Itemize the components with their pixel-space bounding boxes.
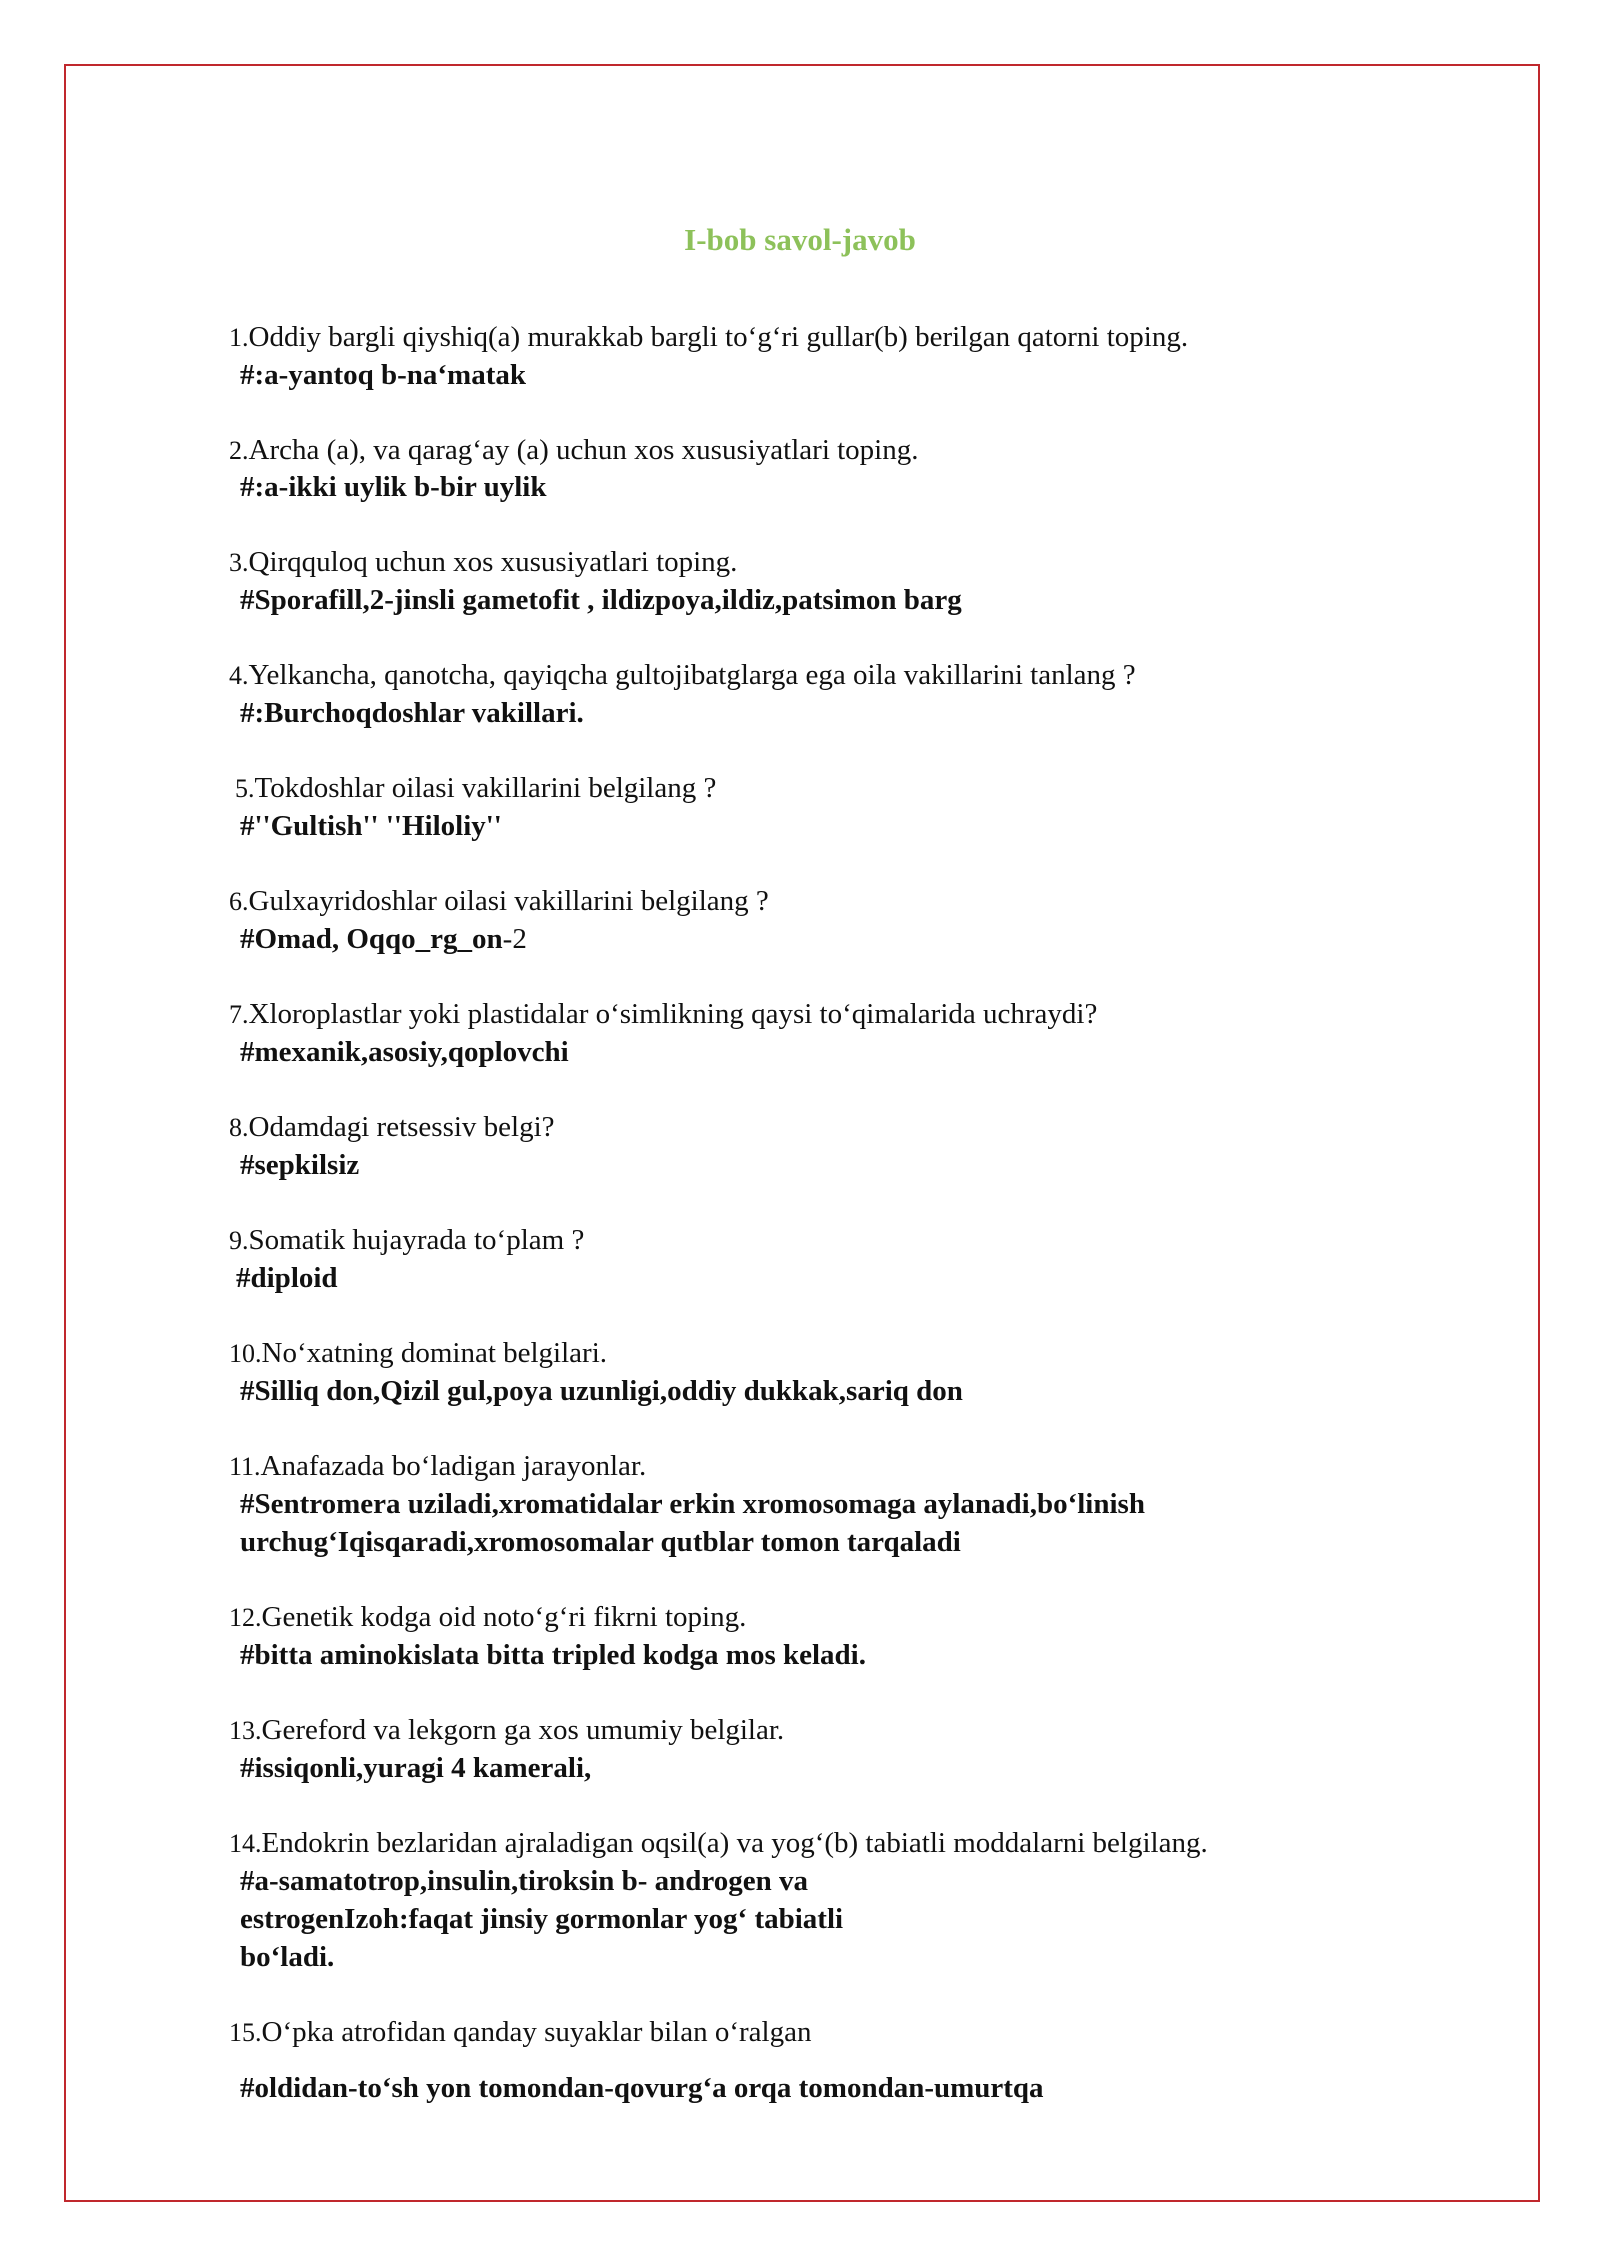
question-15: [229, 2013, 1409, 2052]
answer-1: #:a-yantoq b-na‘matak: [240, 359, 526, 391]
question-number: 15.: [229, 2018, 262, 2047]
question-text: Anafazada bo‘ladigan jarayonlar.: [260, 1450, 647, 1482]
question-14: [229, 1824, 1409, 1863]
question-text: Gereford va lekgorn ga xos umumiy belgilar.: [261, 1714, 785, 1746]
question-text: Tokdoshlar oilasi vakillarini belgilang ?: [254, 772, 717, 804]
answer-13: #issiqonli,yuragi 4 kamerali,: [240, 1752, 592, 1784]
question-number: 3.: [229, 548, 249, 577]
question-12: [229, 1598, 1409, 1637]
question-number: 10.: [229, 1339, 262, 1368]
answer-3: #Sporafill,2-jinsli gametofit , ildizpoya,ildiz,patsimon barg: [240, 584, 962, 616]
question-number: 1.: [229, 323, 249, 352]
answer-2: #:a-ikki uylik b-bir uylik: [240, 471, 547, 503]
question-number: 11.: [229, 1452, 261, 1481]
answer-11: #Sentromera uziladi,xromatidalar erkin xromosomaga aylanadi,bo‘linish urchug‘Iqisqaradi,xromosomalar qutblar tomon tarqaladi: [240, 1488, 1145, 1558]
question-7: [229, 995, 1409, 1034]
answer-8: #sepkilsiz: [240, 1149, 360, 1181]
question-number: 13.: [229, 1716, 262, 1745]
question-number: 8.: [229, 1113, 249, 1142]
question-text: Somatik hujayrada to‘plam ?: [248, 1224, 585, 1256]
answer-4: #:Burchoqdoshlar vakillari.: [240, 697, 584, 729]
question-text: Endokrin bezlaridan ajraladigan oqsil(a) va yog‘(b) tabiatli moddalarni belgilang.: [261, 1827, 1208, 1859]
question-text: Xloroplastlar yoki plastidalar o‘simlikning qaysi to‘qimalarida uchraydi?: [248, 998, 1098, 1030]
question-number: 14.: [229, 1829, 262, 1858]
answer-7: #mexanik,asosiy,qoplovchi: [240, 1036, 569, 1068]
question-10: [229, 1334, 1409, 1373]
question-number: 9.: [229, 1226, 249, 1255]
answer-12: #bitta aminokislata bitta tripled kodga mos keladi.: [240, 1639, 866, 1671]
question-4: [229, 656, 1409, 695]
question-text: Qirqquloq uchun xos xususiyatlari toping.: [248, 546, 738, 578]
answer-9: #diploid: [236, 1262, 338, 1294]
question-number: 2.: [229, 436, 249, 465]
answer-15: #oldidan-to‘sh yon tomondan-qovurg‘a orqa tomondan-umurtqa: [240, 2072, 1044, 2104]
question-text: Archa (a), va qarag‘ay (a) uchun xos xususiyatlari toping.: [248, 434, 919, 466]
answer-text: #Omad, Oqqo_rg_on: [240, 923, 503, 955]
question-text: Oddiy bargli qiyshiq(a) murakkab bargli to‘g‘ri gullar(b) berilgan qatorni toping.: [248, 321, 1189, 353]
question-11: [229, 1447, 1409, 1486]
question-5: [235, 769, 1415, 808]
question-8: [229, 1108, 1409, 1147]
question-text: No‘xatning dominat belgilari.: [261, 1337, 608, 1369]
question-text: Odamdagi retsessiv belgi?: [248, 1111, 555, 1143]
answer-6: [240, 920, 1420, 958]
question-text: Gulxayridoshlar oilasi vakillarini belgilang ?: [248, 885, 769, 917]
question-text: Genetik kodga oid noto‘g‘ri fikrni toping.: [261, 1601, 747, 1633]
question-9: [229, 1221, 1409, 1260]
question-number: 6.: [229, 887, 249, 916]
question-13: [229, 1711, 1409, 1750]
answer-suffix: -2: [502, 923, 527, 955]
page-title: I-bob savol-javob: [684, 222, 916, 257]
answer-14: #a-samatotrop,insulin,tiroksin b- androgen va estrogenIzoh:faqat jinsiy gormonlar yog‘ tabiatli bo‘ladi.: [240, 1865, 844, 1973]
question-text: O‘pka atrofidan qanday suyaklar bilan o‘ralgan: [261, 2016, 812, 2048]
question-6: [229, 882, 1409, 921]
answer-10: #Silliq don,Qizil gul,poya uzunligi,oddiy dukkak,sariq don: [240, 1375, 963, 1407]
question-number: 12.: [229, 1603, 262, 1632]
question-number: 5.: [235, 774, 255, 803]
question-text: Yelkancha, qanotcha, qayiqcha gultojibatglarga ega oila vakillarini tanlang ?: [248, 659, 1136, 691]
answer-5: #''Gultish'' ''Hiloliy'': [240, 810, 502, 842]
question-number: 4.: [229, 661, 249, 690]
question-number: 7.: [229, 1000, 249, 1029]
question-3: [229, 543, 1409, 582]
question-2: [229, 431, 1409, 470]
question-1: [229, 318, 1409, 357]
